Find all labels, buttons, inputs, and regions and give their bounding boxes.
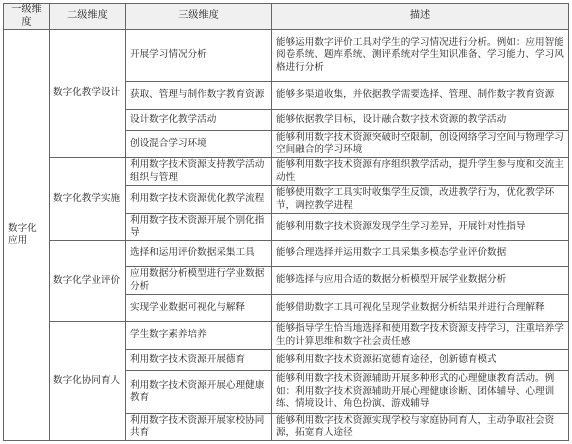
description-cell: 能够指导学生恰当地选择和使用数字技术资源支持学习，注重培养学生的计算思维和数字社会责任感 [272, 322, 569, 350]
description-cell: 能够利用数字技术资源实现学校与家庭协同育人，主动争取社会资源，拓宽育人途径 [272, 414, 569, 441]
level3-cell: 利用数字技术资源开展个别化指导 [126, 214, 272, 241]
level3-cell: 实现学业数据可视化与解释 [126, 295, 272, 322]
description-cell: 能够利用数字技术资源辅助开展多种形式的心理健康教育活动。例如：利用数字技术资源辅助开展心理健康诊断、团体辅导、心理训练、情境设计、角色扮演、游戏辅导 [272, 371, 569, 414]
table-row [4, 241, 569, 267]
level3-cell: 创设混合学习环境 [126, 131, 272, 158]
table-row [4, 30, 569, 82]
level2-cell: 数字化学业评价 [50, 241, 126, 322]
description-cell: 能够依据教学目标，设计融合数字技术资源的教学活动 [272, 110, 569, 131]
level3-cell: 开展学习情况分析 [126, 30, 272, 82]
level3-cell: 学生数字素养培养 [126, 322, 272, 350]
level2-cell: 数字化教学设计 [50, 30, 126, 158]
description-cell: 能够运用数字评价工具对学生的学习情况进行分析。例如：应用智能阅卷系统、题库系统、测评系统对学生知识准备、学习能力、学习风格进行分析 [272, 30, 569, 82]
table-row [4, 158, 569, 186]
level2-cell: 数字化协同育人 [50, 322, 126, 441]
header-description: 描述 [272, 4, 569, 30]
description-cell: 能够利用数字技术资源有序组织教学活动，提升学生参与度和交流主动性 [272, 158, 569, 186]
level3-cell: 选择和运用评价数据采集工具 [126, 241, 272, 267]
description-cell: 能够借助数字工具可视化呈现学业数据分析结果并进行合理解释 [272, 295, 569, 322]
level2-cell: 数字化教学实施 [50, 158, 126, 241]
description-cell: 能够利用数字技术资源突破时空限制，创设网络学习空间与物理学习空间融合的学习环境 [272, 131, 569, 158]
description-cell: 能够合理选择并运用数字工具采集多模态学业评价数据 [272, 241, 569, 267]
level1-cell: 数字化应用 [4, 30, 50, 441]
header-level1: 一级维度 [4, 4, 50, 30]
level3-cell: 应用数据分析模型进行学业数据分析 [126, 267, 272, 295]
table-body [4, 30, 569, 441]
level3-cell: 利用数字技术资源开展德育 [126, 350, 272, 371]
level3-cell: 利用数字技术资源开展心理健康教育 [126, 371, 272, 414]
description-cell: 能够利用数字技术资源发现学生学习差异，开展针对性指导 [272, 214, 569, 241]
header-level3: 三级维度 [126, 4, 272, 30]
description-cell: 能够选择与应用合适的数据分析模型开展学业数据分析 [272, 267, 569, 295]
level3-cell: 利用数字技术资源优化教学流程 [126, 186, 272, 214]
description-cell: 能够多渠道收集，并依据教学需要选择、管理、制作数字教育资源 [272, 82, 569, 110]
header-row [4, 4, 569, 30]
level3-cell: 设计数字化教学活动 [126, 110, 272, 131]
header-level2: 二级维度 [50, 4, 126, 30]
table-row [4, 322, 569, 350]
description-cell: 能够利用数字技术资源拓宽德育途径，创新德育模式 [272, 350, 569, 371]
description-cell: 能够使用数字工具实时收集学生反馈，改进教学行为，优化教学环节，调控教学进程 [272, 186, 569, 214]
level3-cell: 利用数字技术资源支持教学活动组织与管理 [126, 158, 272, 186]
level3-cell: 获取、管理与制作数字教育资源 [126, 82, 272, 110]
level3-cell: 利用数字技术资源开展家校协同共育 [126, 414, 272, 441]
competency-table [3, 3, 569, 441]
